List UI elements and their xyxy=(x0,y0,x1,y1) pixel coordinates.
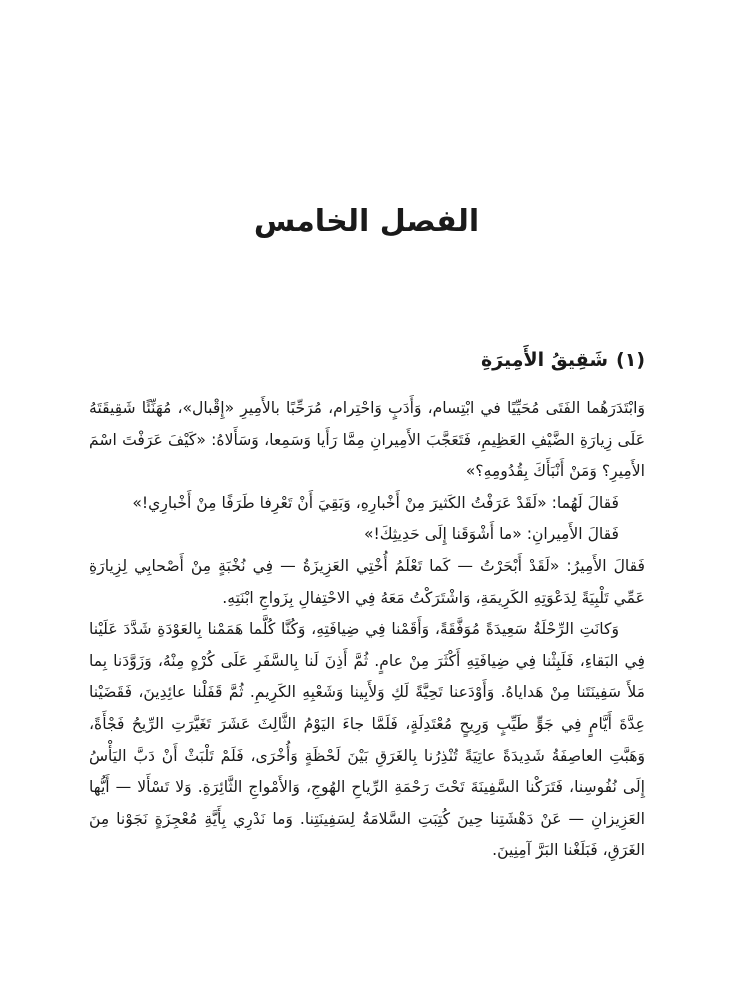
chapter-title: الفصل الخامس xyxy=(253,204,480,239)
paragraph: فَقالَ لَهُما: «لَقَدْ عَرَفْتُ الكَثيرَ مِنْ أَخْبارِهِ، وَبَقِيَ أَنْ تَعْرِفا طَرَفًا مِنْ أَخْبارِي!» xyxy=(132,493,619,512)
paragraph: فَقالَ الأَمِيرانِ: «ما أَشْوَقَنا إِلَى حَدِيثِكَ!» xyxy=(363,525,619,544)
section-number: (١) xyxy=(616,349,645,371)
paragraph: وَكانَتِ الرِّحْلَةُ سَعِيدَةً مُوَفَّقَةً، وَأَقَمْنا فِي ضِيافَتِهِ، وَكُنَّا كُلَّما هَمَمْنا بِالعَوْدَةِ شَدَّدَ عَلَيْنا فِي البَقاءِ، فَلَبِثْنا فِي ضِيافَتِهِ أَكْثَرَ مِنْ عامٍ. ثُمَّ أَذِنَ لَنا بِالسَّفَرِ عَلَى كُرْهٍ مِنْهُ، وَزَوَّدَنا بِما مَلأَ سَفِينَتَنا مِنْ هَداياهُ. وَأَوْدَعنا تَحِيَّةً لَكِ وَلأَبِينا وَشَعْبِهِ الكَرِيمِ. ثُمَّ قَفَلْنا عائِدِينَ، فَقَضَيْنا عِدَّةَ أَيَّامٍ فِي جَوٍّ طَيِّبٍ وَرِيحٍ مُعْتَدِلَةٍ، فَلَمَّا جاءَ اليَوْمُ الثَّالِثَ عَشَرَ تَغَيَّرَتِ الرِّيحُ فَجْأَةً، وَهَبَّتِ العاصِفَةُ شَدِيدَةً عاتِيَةً تُنْذِرُنا بِالغَرَقِ بَيْنَ لَحْظَةٍ وَأُخْرَى، فَلَمْ تَلْبَثْ أَنْ دَبَّ اليَأْسُ إِلَى نُفُوسِنا، فَتَرَكْنا السَّفِينَةَ تَحْتَ رَحْمَةِ الرِّياحِ الهُوجِ، وَالأَمْواجِ الثَّائِرَةِ. وَلا تَسْأَلا — أَيُّها العَزِيزانِ — عَنْ دَهْشَتِنا حِينَ كُتِبَتِ السَّلامَةُ لِسَفِينَتِنا. وَما نَدْرِي بِأَيَّةِ مُعْجِزَةٍ نَجَوْنا مِنَ الغَرَقِ، فَبَلَغْنا البَرَّ آمِنِينَ. xyxy=(89,620,645,860)
body-text xyxy=(89,393,645,867)
section-title: شَقِيقُ الأَمِيرَةِ xyxy=(480,349,609,371)
section-heading xyxy=(481,345,645,375)
paragraph: فَقالَ الأَمِيرُ: «لَقَدْ أَبْحَرْتُ — كَما تَعْلَمُ أُخْتِي العَزِيزَةُ — فِي نُخْبَةٍ مِنْ أَصْحابِي لِزِيارَةِ عَمِّي تَلْبِيَةً لِدَعْوَتِهِ الكَرِيمَةِ، وَاشْتَرَكْتُ مَعَهُ فِي الاحْتِفالِ بِزَواجِ ابْنَتِهِ. xyxy=(89,556,645,607)
paragraph: وَابْتَدَرَهُما الفَتَى مُحَيِّيًا في ابْتِسام، وَأَدَبٍ وَاحْتِرام، مُرَحِّبًا بالأَمِيرِ «إِقْبال»، مُهَنِّئًا شَقِيقَتَهُ عَلَى زِيارَةِ الضَّيْفِ العَظِيمِ، فَتَعَجَّبَ الأَمِيرانِ مِمَّا رَأَيا وَسَمِعا، وَسَأَلاهُ: «كَيْفَ عَرَفْتَ اسْمَ الأَمِيرِ؟ وَمَنْ أَنْبَأَكَ بِقُدُومِهِ؟» xyxy=(89,399,645,481)
